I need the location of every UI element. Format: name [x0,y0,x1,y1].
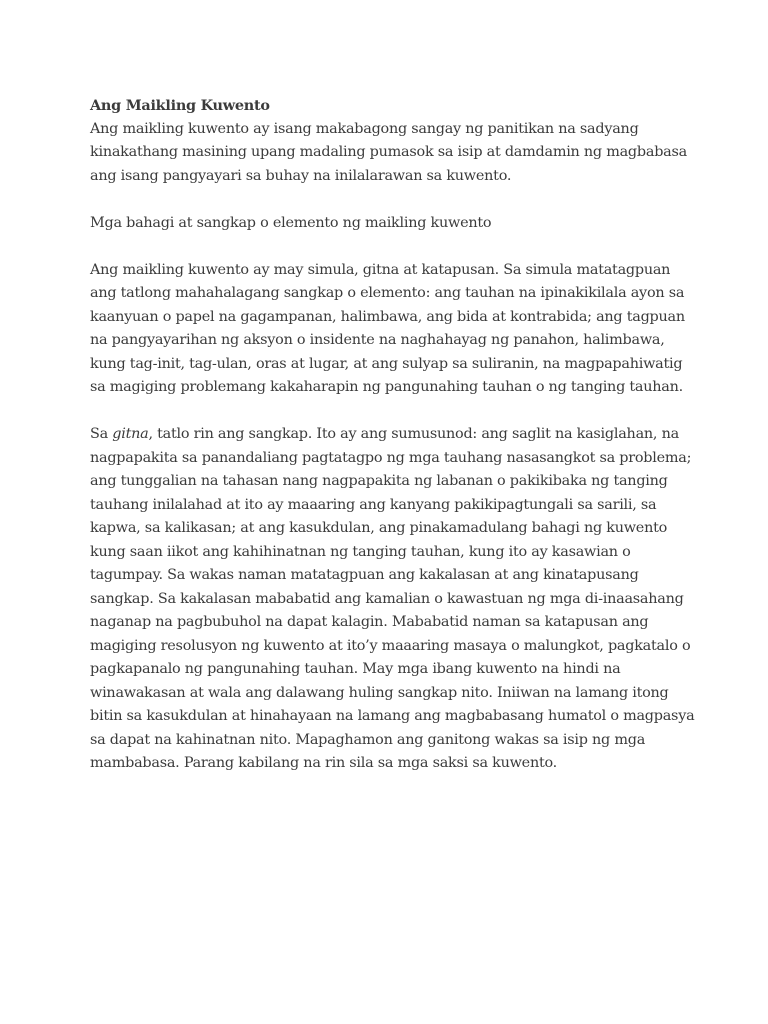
intro-paragraph: Ang maikling kuwento ay isang makabagong sangay ng panitikan na sadyang kinakathang masining upang madaling pumasok sa isip at damdamin ng magbabasa ang isang pangyayari sa buhay na inilalarawan sa kuwento. [90,120,687,184]
paragraph-spacer [90,188,698,212]
document-title: Ang Maikling Kuwento [90,97,270,114]
paragraph-simula: Ang maikling kuwento ay may simula, gitna at katapusan. Sa simula matatagpuan ang tatlong mahahalagang sangkap o elemento: ang tauhan na ipinakikilala ayon sa kaanyuan o papel na gagampanan, halimbawa, ang bida at kontrabida; ang tagpuan na pangyayarihan ng aksyon o insidente na naghahayag ng panahon, halimbawa, kung tag-init, tag-ulan, oras at lugar, at ang sulyap sa suliranin, na magpapahiwatig sa magiging problemang kakaharapin ng pangunahing tauhan o ng tanging tauhan. [90,261,685,395]
document-page [90,94,698,776]
paragraph-gitna [90,423,698,776]
paragraph-gitna-prefix: Sa [90,426,113,442]
paragraph-gitna-body: , tatlo rin ang sangkap. Ito ay ang sumusunod: ang saglit na kasiglahan, na nagpapakita sa panandaliang pagtatagpo ng mga tauhang nasasangkot sa problema; ang tunggalian na tahasan nang nagpapakita ng labanan o pakikibaka ng tanging tauhang inilalahad at ito ay maaaring ang kanyang pakikipagtungali sa sarili, sa kapwa, sa kalikasan; at ang kasukdulan, ang pinakamadulang bahagi ng kuwento kung saan iikot ang kahihinatnan ng tanging tauhan, kung ito ay kasawian o tagumpay. Sa wakas naman matatagpuan ang kakalasan at ang kinatapusang sangkap. Sa kakalasan mababatid ang kamalian o kawastuan ng mga di-inaasahang naganap na pagbubuhol na dapat kalagin. Mababatid naman sa katapusan ang magiging resolusyon ng kuwento at ito’y maaaring masaya o malungkot, pagkatalo o pagkapanalo ng pangunahing tauhan. May mga ibang kuwento na hindi na winawakasan at wala ang dalawang huling sangkap nito. Iniiwan na lamang itong bitin sa kasukdulan at hinahayaan na lamang ang magbabasang humatol o magpasya sa dapat na kahinatnan nito. Mapaghamon ang ganitong wakas sa isip ng mga mambabasa. Parang kabilang na rin sila sa mga saksi sa kuwento. [90,426,695,771]
paragraph-spacer [90,235,698,259]
paragraph-gitna-italic-word: gitna [112,426,149,442]
section-subheading: Mga bahagi at sangkap o elemento ng maikling kuwento [90,214,492,231]
paragraph-spacer [90,400,698,424]
